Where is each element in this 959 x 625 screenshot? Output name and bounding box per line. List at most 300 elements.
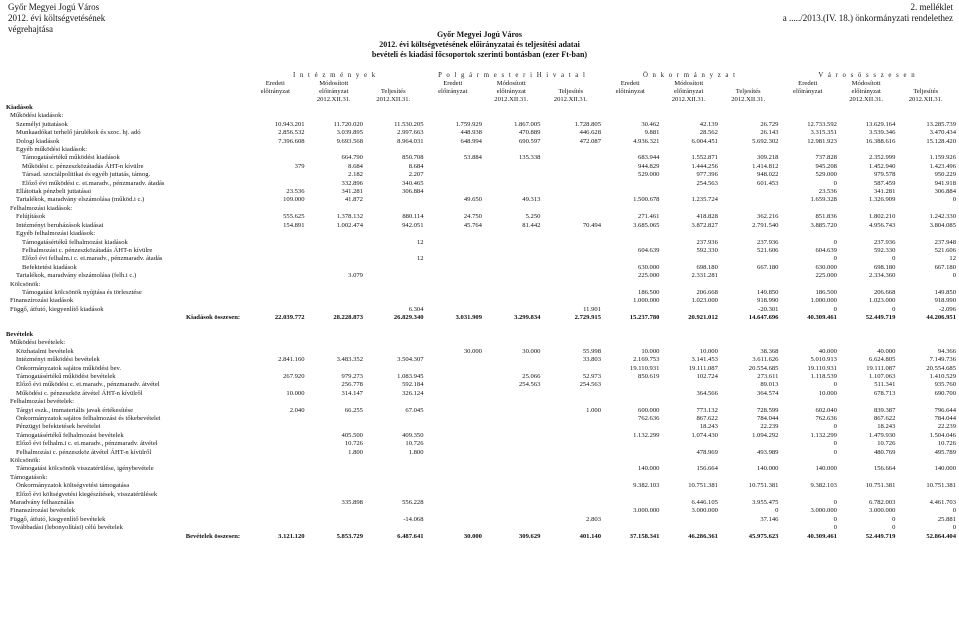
cell-value [659,205,717,213]
cell-value [363,507,424,515]
cell-value [363,289,424,297]
cell-value [482,415,540,423]
table-row [6,491,956,499]
cell-value [778,331,836,339]
cell-value: 94.366 [937,347,956,355]
cell-value [601,230,659,238]
cell-value [246,348,304,356]
cell-value [601,239,659,247]
cell-value [424,356,482,364]
cell-value: 0 [952,507,956,515]
cell-value [837,146,895,154]
cell-value [246,255,304,263]
table-row [6,373,956,381]
cell-value [540,239,601,247]
cell-value: 867.622 [696,415,718,423]
cell-value: 206.668 [696,288,718,296]
cell-value [718,457,779,465]
cell-value: 140.000 [815,465,837,473]
row-label: Támogatási kölcsönök visszatérülése, igénybevétele [16,465,154,473]
cell-value: 1.867.005 [514,120,541,128]
cell-value: 10.751.381 [748,482,779,490]
cell-value: 24.750 [463,213,482,221]
col-header [246,96,304,104]
cell-value [659,474,717,482]
cell-value: 0 [892,515,896,523]
cell-value: 950.229 [934,171,956,179]
cell-value [424,516,482,524]
cell-value: 698.180 [873,263,896,271]
cell-value: 10.000 [641,347,660,355]
cell-value: 26.829.340 [393,314,424,322]
cell-value: 10.751.381 [926,482,956,490]
cell-value: 5.853.729 [336,532,363,540]
cell-value [246,339,304,347]
cell-value [305,230,363,238]
cell-value [482,482,540,490]
cell-value [837,112,895,120]
cell-value [482,465,540,473]
cell-value [305,398,363,406]
col-header: Eredeti [798,80,818,87]
cell-value: 254.563 [579,381,601,389]
cell-value: 30.000 [522,347,541,355]
cell-value: 1.800 [348,448,363,456]
cell-value: 511.341 [874,381,896,389]
cell-value [363,281,424,289]
cell-value: 9.693.568 [336,137,363,145]
table-row [6,121,956,129]
cell-value [601,398,659,406]
cell-value [601,474,659,482]
cell-value: 309.629 [519,532,541,540]
cell-value [305,297,363,305]
cell-value: 1.414.812 [752,162,779,170]
cell-value: 942.051 [402,221,424,229]
cell-value: 156.664 [696,465,718,473]
row-label: Működési kiadások: [10,112,64,120]
cell-value [305,331,363,339]
cell-value: 15.237.780 [629,314,660,322]
annex-number: 2. melléklet [910,2,953,12]
cell-value [305,289,363,297]
row-label: Önkormányzatok sajátos felhalmozási és tőkebevételei [16,415,161,423]
row-label: Előző évi felhalm.i c. ei.maradv., pénzmaradv. átvétel [16,440,158,448]
cell-value: 66.255 [344,406,363,414]
cell-value: 89.013 [760,381,779,389]
cell-value [601,457,659,465]
col-header: Módosított [496,80,526,87]
cell-value: 1.759.929 [455,120,482,128]
header-left-line-1: Győr Megyei Jogú Város [8,2,100,12]
header-left-line-2: 2012. évi költségvetésének [8,13,106,23]
cell-value [540,499,601,507]
cell-value: 12 [949,255,956,263]
cell-value: 19.110.931 [630,364,660,372]
cell-value: 12 [416,238,424,246]
cell-value [482,398,540,406]
cell-value: 3.483.352 [336,356,363,364]
cell-value: 12.733.592 [807,120,837,128]
cell-value: 13.629.164 [865,120,896,128]
col-header [424,96,482,104]
cell-value: 690.700 [934,389,956,397]
cell-value [363,465,424,473]
cell-value [424,440,482,448]
cell-value: 401.140 [579,532,601,540]
cell-value: 2.352.999 [869,154,896,162]
cell-value: 8.964.031 [397,137,424,145]
cell-value [540,264,601,272]
cell-value: 1.023.000 [691,297,718,305]
cell-value: 20.554.685 [748,364,779,372]
cell-value [778,339,836,347]
cell-value [246,499,304,507]
cell-value [540,331,601,339]
cell-value: 26.143 [760,129,779,137]
cell-value [837,398,895,406]
col-header: Teljesítés [913,88,939,95]
cell-value [540,272,601,280]
cell-value [305,104,363,112]
row-label: Működési c. pénzeszköz átvétel ÁHT-n kívülről [16,389,143,397]
cell-value [601,491,659,499]
cell-value [424,331,482,339]
cell-value [659,381,717,389]
cell-value: 555.625 [283,213,305,221]
cell-value: 28.228.873 [333,314,363,322]
col-header [363,80,424,88]
cell-value [246,482,304,490]
cell-value [601,188,659,196]
cell-value: 850.708 [402,154,424,162]
cell-value: 529.000 [815,171,837,179]
cell-value [778,398,836,406]
row-label: Tartalékok, maradvány elszámolása (működ.i c.) [16,196,145,204]
cell-value [482,499,540,507]
cell-value [482,491,540,499]
cell-value [482,306,540,314]
cell-value [363,264,424,272]
cell-value [424,281,482,289]
cell-value: 364.566 [696,389,718,397]
cell-value: 1.023.000 [869,297,896,305]
cell-value [424,507,482,515]
cell-value [540,457,601,465]
cell-value [363,112,424,120]
cell-value: 18.243 [877,423,896,431]
cell-value: 918.990 [934,297,956,305]
table-row [6,339,956,347]
cell-value [482,272,540,280]
cell-value [837,331,895,339]
cell-value [305,306,363,314]
cell-value: 4.936.321 [633,137,660,145]
table-row [6,230,956,238]
col-header: Eredeti [443,80,463,87]
cell-value: -2.096 [938,305,956,313]
cell-value: 1.326.909 [869,196,896,204]
cell-value [837,281,895,289]
cell-value [246,465,304,473]
cell-value: 6.304 [408,305,424,313]
cell-value [305,255,363,263]
cell-value: 11.901 [583,305,601,313]
cell-value: 1.659.328 [810,196,837,204]
cell-value: 20.554.685 [926,364,956,372]
cell-value: 8.684 [408,162,424,170]
title-line-2: 2012. évi költségvetésének előirányzatai és teljesítési adatai [379,40,580,49]
cell-value [540,213,601,221]
cell-value [482,440,540,448]
cell-value [305,474,363,482]
cell-value: 918.990 [757,297,779,305]
cell-value [540,297,601,305]
cell-value: 9.382.103 [633,482,660,490]
cell-value [363,331,424,339]
cell-value: 52.864.404 [926,532,956,540]
row-label: Egyéb működési kiadások: [16,146,88,154]
cell-value: 16.388.616 [865,137,896,145]
cell-value: 935.760 [934,381,956,389]
cell-value: 341.281 [873,188,896,196]
cell-value [424,365,482,373]
cell-value [246,272,304,280]
cell-value [246,205,304,213]
row-label: Finanszírozási bevételek [10,507,75,515]
cell-value [363,205,424,213]
cell-value: 0 [833,381,837,389]
cell-value: 1.000.000 [810,297,837,305]
cell-value [482,239,540,247]
cell-value [482,230,540,238]
cell-value: 10.726 [937,440,956,448]
group-header-row [6,72,956,80]
table-row [6,222,956,230]
cell-value [305,516,363,524]
cell-value: 3.470.434 [929,129,956,137]
cell-value [895,491,956,499]
cell-value [246,171,304,179]
cell-value [482,516,540,524]
cell-value [246,104,304,112]
cell-value: 8.684 [348,162,363,170]
cell-value: 945.208 [815,162,837,170]
cell-value: 446.628 [579,129,601,137]
cell-value [363,247,424,255]
cell-value [305,281,363,289]
cell-value [246,297,304,305]
cell-value: 592.184 [402,381,424,389]
cell-value: 9.382.103 [810,482,837,490]
cell-value [601,423,659,431]
cell-value: 3.955.475 [752,499,779,507]
col-header: 2012.XII.31. [316,96,351,103]
cell-value [246,331,304,339]
cell-value [601,524,659,532]
cell-value [895,398,956,406]
cell-value [601,331,659,339]
table-row [6,323,956,331]
cell-value [540,247,601,255]
table-row [6,482,956,490]
cell-value [246,154,304,162]
table-row [6,390,956,398]
col-header [895,80,956,88]
cell-value: 2.729.915 [574,314,601,322]
table-row [6,112,956,120]
cell-value [718,323,779,331]
cell-value [540,365,601,373]
cell-value [305,524,363,532]
cell-value [895,457,956,465]
cell-value: 9.881 [644,129,660,137]
cell-value [482,289,540,297]
column-header-row-1 [6,80,956,88]
table-row [6,188,956,196]
cell-value: 306.884 [934,188,956,196]
cell-value: 40.309.461 [807,314,837,322]
cell-value: 37.158.341 [629,532,660,540]
cell-value [540,415,601,423]
cell-value: 0 [833,524,837,532]
cell-value: 0 [833,238,837,246]
cell-value [659,524,717,532]
cell-value [540,180,601,188]
cell-value: 630.000 [638,263,660,271]
row-label: Függő, átfutó, kiegyenlítő bevételek [10,515,106,523]
cell-value: 19.111.087 [688,364,718,372]
cell-value [895,474,956,482]
cell-value [659,440,717,448]
cell-value: 306.884 [402,188,424,196]
cell-value [482,146,540,154]
cell-value [424,180,482,188]
cell-value: 1.500.678 [633,196,660,204]
cell-value: 0 [952,272,956,280]
row-label: Támogatásértékű felhalmozási kiadások [22,238,128,246]
cell-value [540,524,601,532]
cell-value [482,281,540,289]
cell-value [718,524,779,532]
cell-value: 156.664 [873,465,896,473]
cell-value: 225.000 [815,272,837,280]
cell-value [778,457,836,465]
cell-value: 10.751.381 [688,482,718,490]
cell-value [424,423,482,431]
col-header: Teljesítés [380,88,406,95]
cell-value [246,146,304,154]
cell-value [482,423,540,431]
cell-value: 225.000 [638,272,660,280]
cell-value [659,104,717,112]
cell-value [363,423,424,431]
column-header-row-3 [6,96,956,104]
cell-value: 140.000 [757,465,779,473]
cell-value: 3.885.720 [810,221,837,229]
cell-value [424,255,482,263]
cell-value: 3.872.827 [691,221,718,229]
cell-value [718,339,779,347]
cell-value [718,188,779,196]
cell-value: 0 [833,448,837,456]
cell-value [246,507,304,515]
table-row [6,499,956,507]
cell-value: 1.159.926 [929,154,956,162]
cell-value: 592.330 [696,246,718,254]
table-row [6,524,956,532]
table-body [6,104,956,541]
cell-value: 0 [833,423,837,431]
cell-value [601,449,659,457]
cell-value [246,516,304,524]
cell-value [305,423,363,431]
table-row [6,264,956,272]
cell-value [540,474,601,482]
cell-value: 30.462 [641,120,660,128]
cell-value [778,323,836,331]
cell-value: 20.921.012 [688,314,718,322]
cell-value: 2.169.753 [633,356,660,364]
row-label: Befektetési kiadások [22,263,77,271]
table-row [6,381,956,389]
cell-value [718,491,779,499]
cell-value [837,474,895,482]
table-row [6,516,956,524]
cell-value [778,230,836,238]
row-label: Előző évi működési c. ei.maradv., pénzmaradv. átadás [22,179,165,187]
cell-value: 23.536 [818,188,837,196]
table-row [6,331,956,339]
row-label: Függő, átfutó, kiegyenlítő kiadások [10,305,104,313]
cell-value: -20.301 [758,305,779,313]
col-header: 2012.XII.31. [553,96,588,103]
cell-value: 0 [833,499,837,507]
cell-value [424,491,482,499]
cell-value: 273.611 [757,372,779,380]
cell-value: 977.396 [696,171,718,179]
cell-value [659,230,717,238]
cell-value [540,255,601,263]
cell-value: 1.479.930 [869,431,896,439]
cell-value: 0 [833,515,837,523]
row-label: Önkormányzatok sajátos működési bev. [16,364,122,372]
col-header [718,80,779,88]
cell-value: 418.828 [696,213,718,221]
cell-value [482,390,540,398]
cell-value [246,365,304,373]
cell-value: 2.040 [289,406,305,414]
cell-value: 3.039.895 [336,129,363,137]
cell-value [424,289,482,297]
cell-value: 364.574 [757,389,779,397]
cell-value [601,323,659,331]
cell-value [424,171,482,179]
cell-value: 587.459 [873,179,896,187]
cell-value [778,205,836,213]
cell-value [363,415,424,423]
cell-value [540,482,601,490]
cell-value [424,465,482,473]
cell-value [895,104,956,112]
cell-value [305,491,363,499]
cell-value [363,230,424,238]
cell-value: 3.121.120 [278,532,305,540]
cell-value [424,297,482,305]
table-row [6,507,956,515]
table-row [6,104,956,112]
cell-value [540,188,601,196]
